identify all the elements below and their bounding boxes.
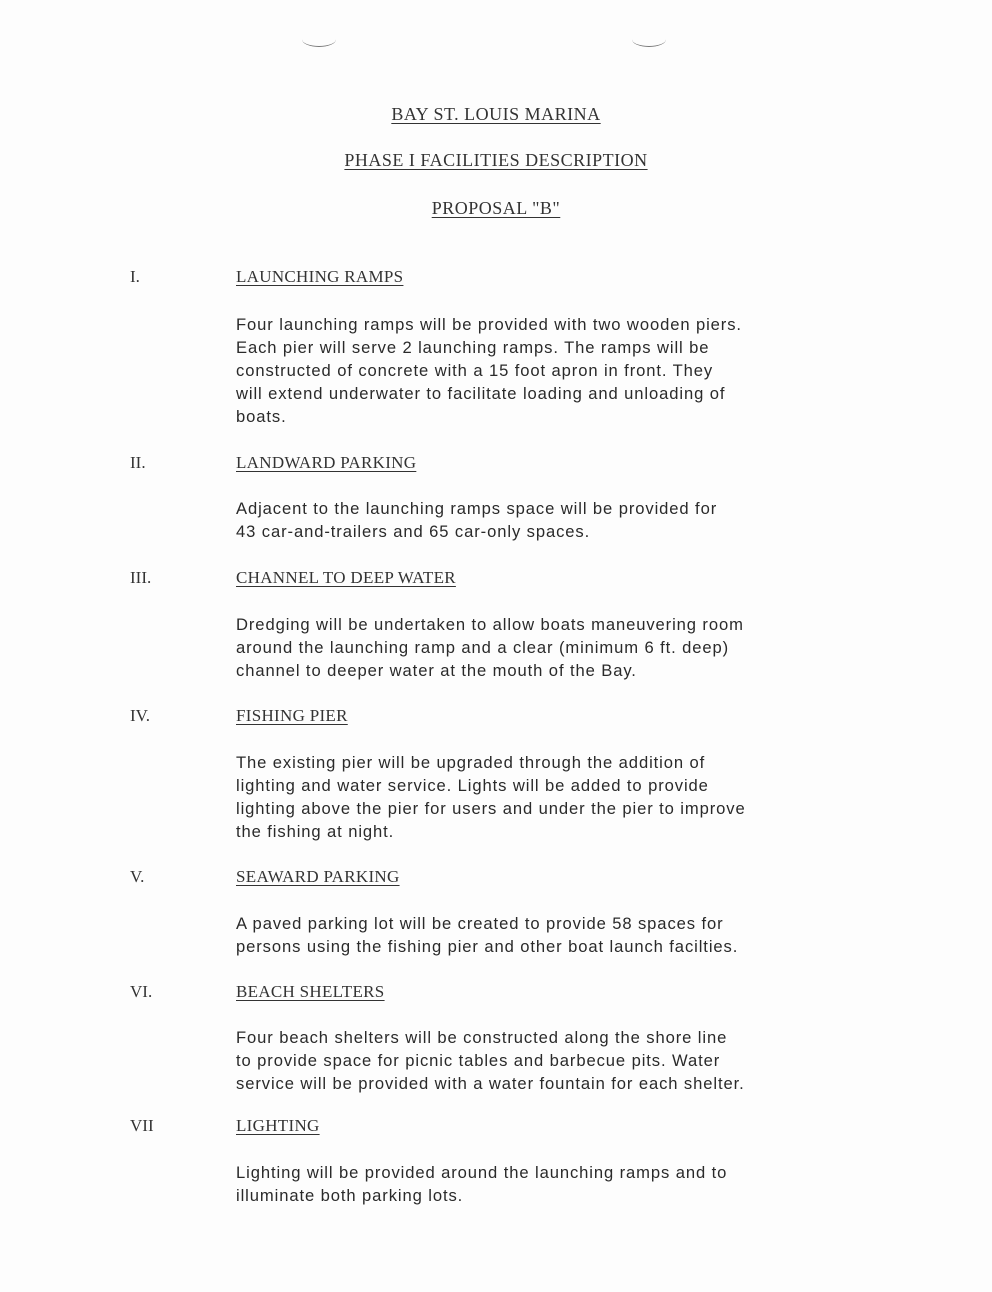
section-body: Dredging will be undertaken to allow boats maneuvering room around the launching ramp and a clear (minimum 6 ft. deep) channel to deeper water at the mouth of the Bay. [236,615,744,680]
section-heading: BEACH SHELTERS [236,982,385,1001]
proposal-label: PROPOSAL "B" [431,198,561,218]
punch-hole-mark [302,32,336,47]
document-subtitle: PHASE I FACILITIES DESCRIPTION [344,150,648,170]
section-numeral: III. [130,568,152,587]
punch-hole-mark [632,32,666,47]
section-body: The existing pier will be upgraded through the addition of lighting and water service. Lights will be added to provide lighting above the pier for users and under the pier to improve the fishing at night. [236,753,746,841]
section-heading: SEAWARD PARKING [236,867,400,886]
section-body: Four launching ramps will be provided with two wooden piers. Each pier will serve 2 launching ramps. The ramps will be constructed of concrete with a 15 foot apron in front. They will extend underwater to facilitate loading and unloading of boats. [236,315,742,426]
section-body: Four beach shelters will be constructed along the shore line to provide space for picnic tables and barbecue pits. Water service will be provided with a water fountain for each shelter. [236,1028,745,1093]
section-heading: LIGHTING [236,1116,320,1135]
section-numeral: VI. [130,982,153,1001]
section-heading: LANDWARD PARKING [236,453,417,472]
section-body: A paved parking lot will be created to provide 58 spaces for persons using the fishing pier and other boat launch facilties. [236,914,739,956]
section-numeral: I. [130,267,140,286]
section-numeral: II. [130,453,146,472]
section-numeral: IV. [130,706,150,725]
section-numeral: V. [130,867,145,886]
section-heading: LAUNCHING RAMPS [236,267,404,286]
document-title: BAY ST. LOUIS MARINA [391,104,601,124]
section-numeral: VII [130,1116,154,1135]
section-heading: CHANNEL TO DEEP WATER [236,568,456,587]
section-heading: FISHING PIER [236,706,348,725]
section-body: Adjacent to the launching ramps space will be provided for 43 car-and-trailers and 65 car-only spaces. [236,499,718,541]
section-body: Lighting will be provided around the launching ramps and to illuminate both parking lots. [236,1163,728,1205]
